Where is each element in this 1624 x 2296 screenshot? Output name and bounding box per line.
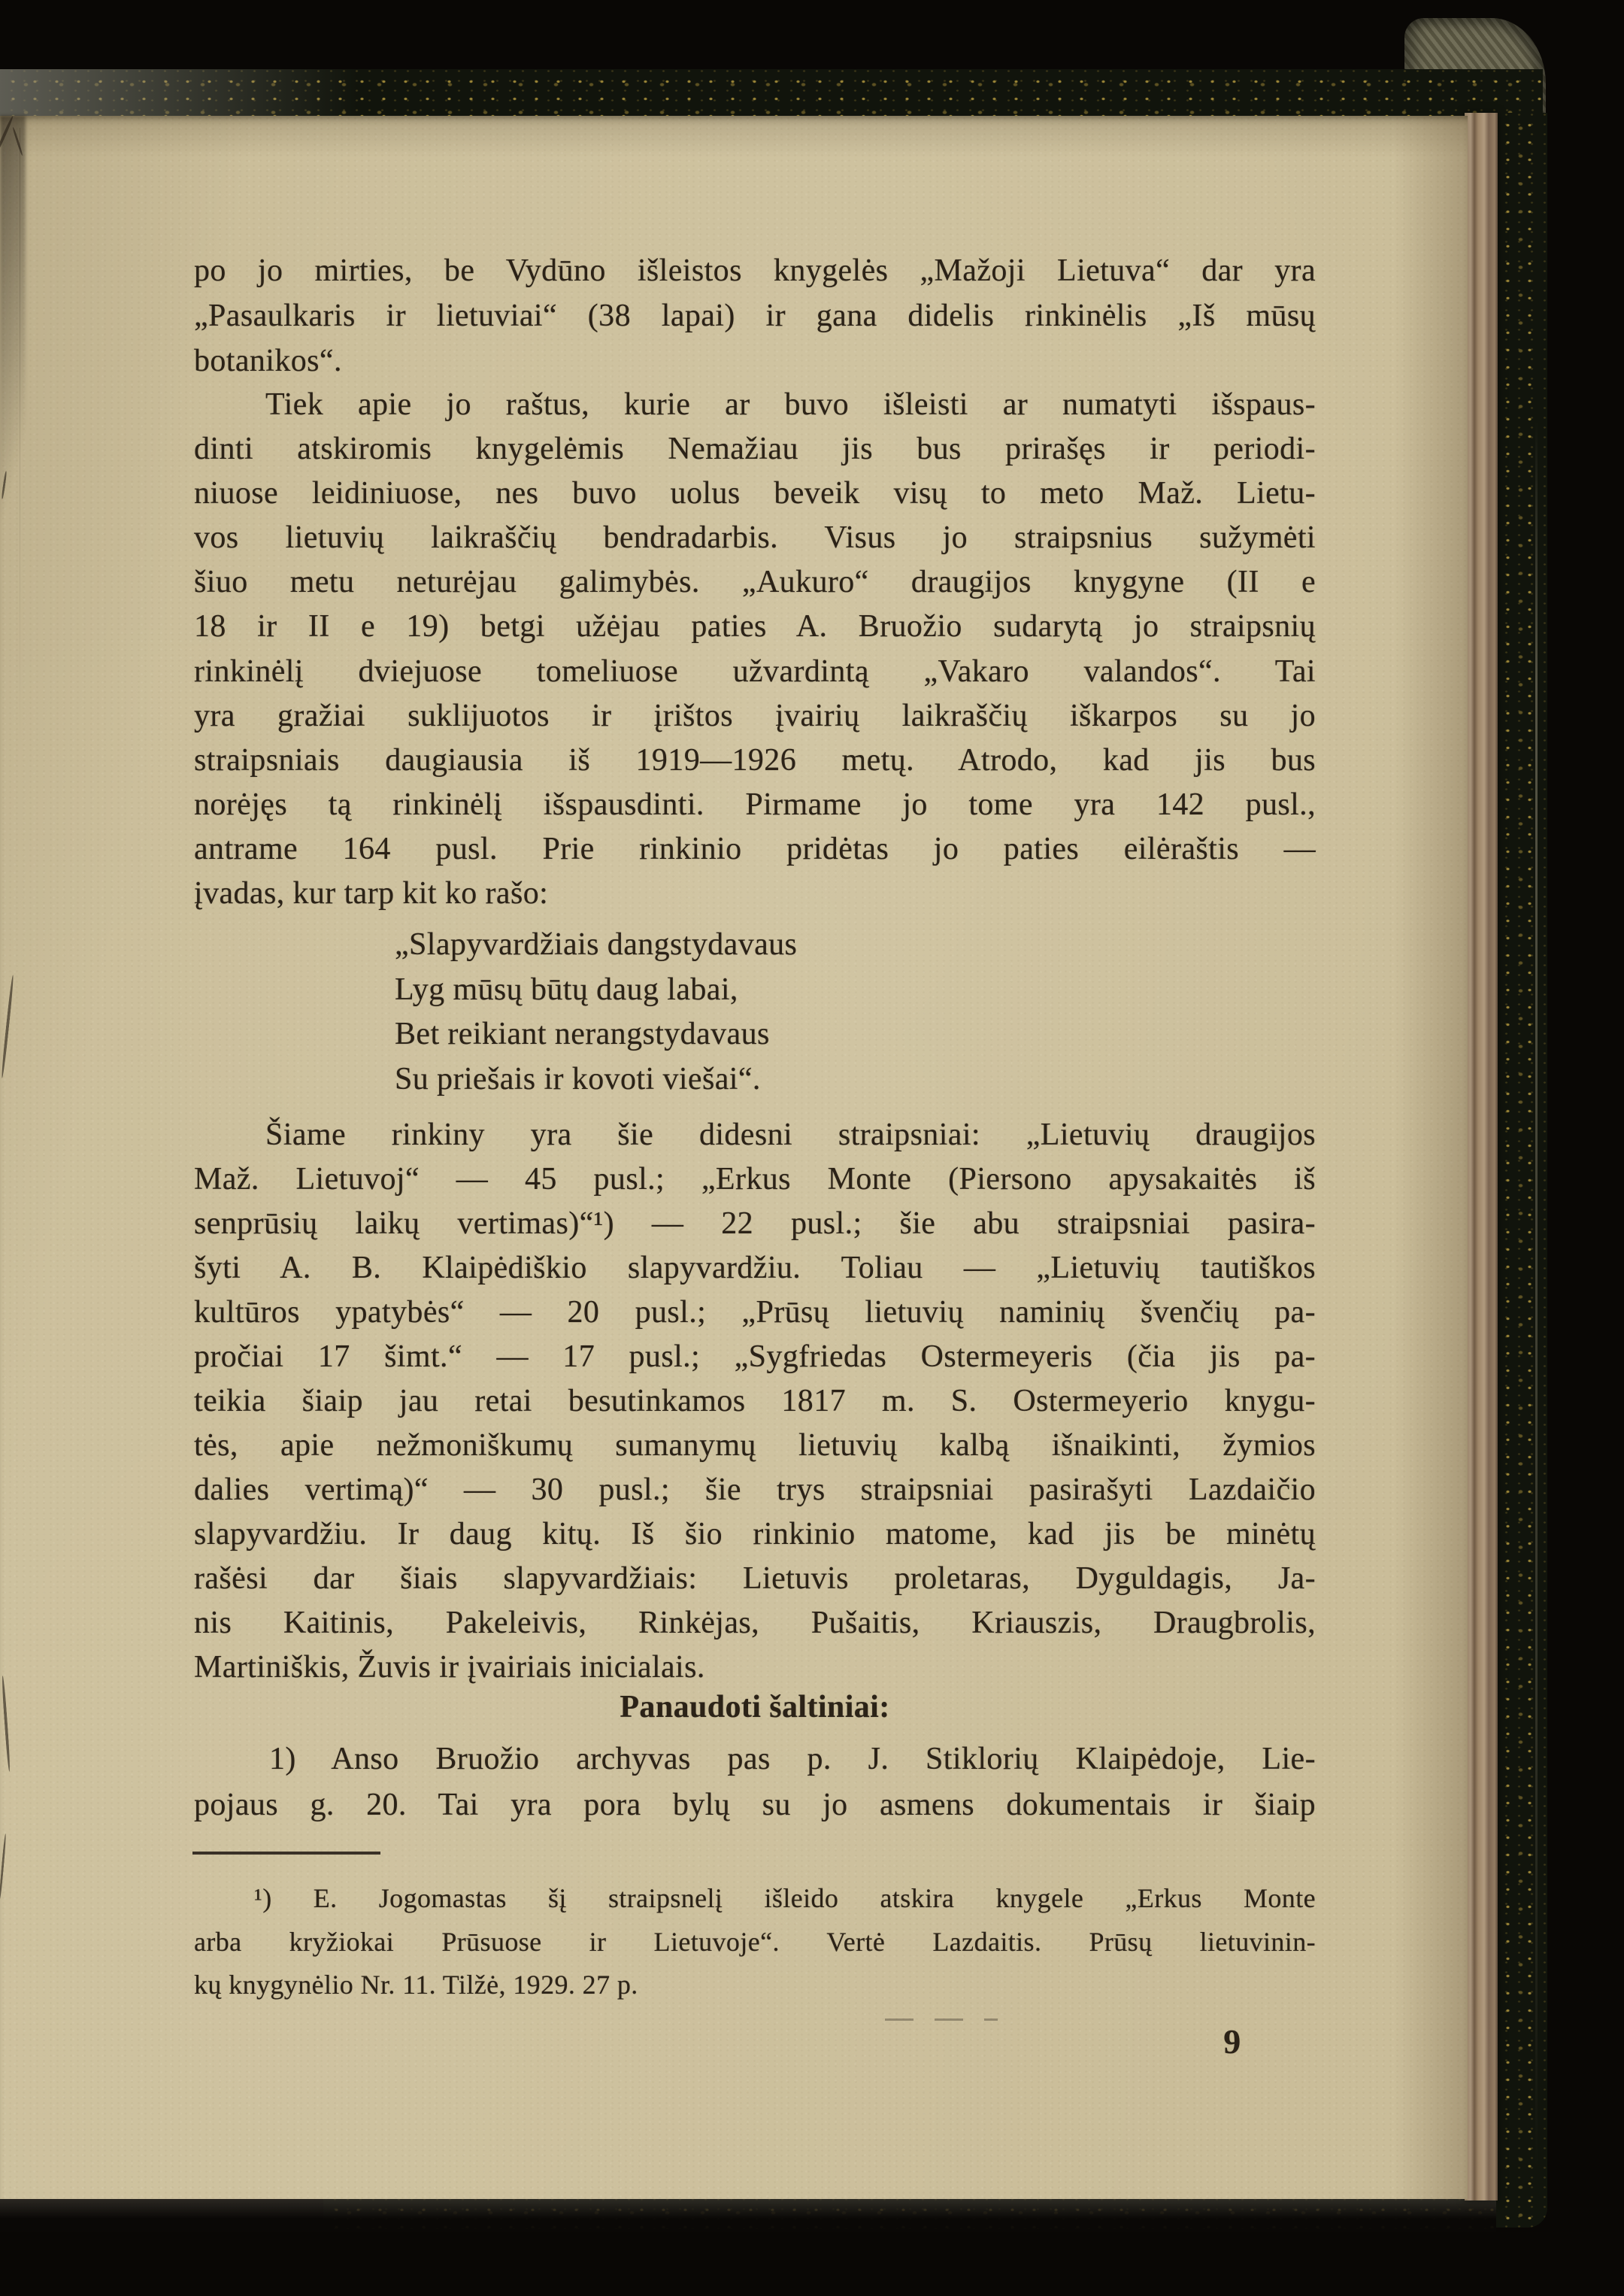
bottom-edge-shadow [0,2194,1496,2232]
book-cover-right-edge [1495,113,1547,2228]
text-line: šiuo metu neturėjau galimybės. „Aukuro“ draugijos knygyne (II e [194,565,1316,600]
text-line: nis Kaitinis, Pakeleivis, Rinkėjas, Pušaitis, Kriauszis, Draugbrolis, [194,1606,1316,1640]
text-line: tės, apie nežmoniškumų sumanymų lietuvių kalbą išnaikinti, žymios [194,1428,1316,1463]
text-line: botanikos“. [194,344,342,378]
text-line: yra gražiai suklijuotos ir įrištos įvairių laikraščių iškarpos su jo [194,698,1316,733]
footnote-line: kų knygynėlio Nr. 11. Tilžė, 1929. 27 p. [194,1970,638,2000]
text-line: teikia šiaip jau retai besutinkamos 1817 m. S. Ostermeyerio knygu- [194,1384,1316,1418]
text-line: po jo mirties, be Vydūno išleistos knygelės „Mažoji Lietuva“ dar yra [194,253,1316,288]
poem-line: „Slapyvardžiais dangstydavaus [395,927,798,962]
text-line: Tiek apie jo raštus, kurie ar buvo išleisti ar numatyti išspaus- [265,387,1316,422]
text-line: niuose leidiniuose, nes buvo uolus beveik visų to meto Maž. Lietu- [194,476,1316,511]
text-line: 18 ir II e 19) betgi užėjau paties A. Bruožio sudarytą jo straipsnių [194,609,1316,645]
poem-quote [395,923,797,1102]
sources-heading: Panaudoti šaltiniai: [620,1690,890,1724]
text-line: senprūsių laikų vertimas)“¹) — 22 pusl.; šie abu straipsniai pasira- [194,1206,1316,1241]
cover-scratch-mark [1535,421,1538,2173]
footnote-separator-rule [192,1852,380,1855]
footnote [194,1877,1316,2007]
footnote-line: ¹) E. Jogomastas šį straipsnelį išleido atskira knygele „Erkus Monte [254,1883,1316,1913]
text-line: Šiame rinkiny yra šie didesni straipsniai: „Lietuvių draugijos [265,1118,1316,1152]
footnote-line: arba kryžiokai Prūsuose ir Lietuvoje“. Vertė Lazdaitis. Prūsų lietuvinin- [194,1926,1316,1957]
text-line: rinkinėlį dviejuose tomeliuose užvardintą „Vakaro valandos“. Tai [194,654,1316,689]
text-line: Martiniškis, Žuvis ir įvairiais inicialais. [194,1650,705,1685]
text-line: įvadas, kur tarp kit ko rašo: [194,876,549,911]
poem-line: Su priešais ir kovoti viešai“. [395,1061,761,1096]
text-line: pojaus g. 20. Tai yra pora bylų su jo asmens dokumentais ir šiaip [194,1787,1316,1822]
text-line: antrame 164 pusl. Prie rinkinio pridėtas jo paties eilėraštis — [194,831,1316,866]
text-line: kultūros ypatybės“ — 20 pusl.; „Prūsų lietuvių naminių švenčių pa- [194,1295,1316,1330]
paragraph-about-writings [194,383,1316,916]
text-line: šyti A. B. Klaipėdiškio slapyvardžiu. Toliau — „Lietuvių tautiškos [194,1251,1316,1285]
page-number: 9 [1223,2022,1241,2061]
text-line: dinti atskiromis knygelėmis Nemažiau jis bus prirašęs ir periodi- [194,432,1316,467]
paragraph-articles-list [194,1113,1316,1690]
paragraph-intro [194,248,1316,384]
cover-shadow-smudge [0,69,421,117]
paragraph-source-1 [194,1736,1316,1827]
text-line: vos lietuvių laikraščių bendradarbis. Visus jo straipsnius sužymėti [194,520,1316,556]
text-line: Maž. Lietuvoj“ — 45 pusl.; „Erkus Monte (Piersono apysakaitės iš [194,1162,1316,1197]
text-line: pročiai 17 šimt.“ — 17 pusl.; „Sygfriedas Ostermeyeris (čia jis pa- [194,1339,1316,1374]
text-line: norėjęs tą rinkinėlį išspausdinti. Pirmame jo tome yra 142 pusl., [194,787,1316,822]
page-left-shadow [0,116,26,537]
text-line: dalies vertimą)“ — 30 pusl.; šie trys straipsniai pasirašyti Lazdaičio [194,1473,1316,1507]
page-fore-edge [1465,113,1498,2200]
text-line: „Pasaulkaris ir lietuviai“ (38 lapai) ir gana didelis rinkinėlis „Iš mūsų [194,299,1316,333]
pencil-mark [885,2018,998,2021]
text-line: straipsniais daugiausia iš 1919—1926 metų. Atrodo, kad jis bus [194,742,1316,778]
poem-line: Lyg mūsų būtų daug labai, [395,972,738,1007]
text-line: 1) Anso Bruožio archyvas pas p. J. Stiklorių Klaipėdoje, Lie- [269,1742,1316,1776]
poem-line: Bet reikiant nerangstydavaus [395,1017,770,1051]
text-line: slapyvardžiu. Ir daug kitų. Iš šio rinkinio matome, kad jis be minėtų [194,1517,1316,1551]
text-line: rašėsi dar šiais slapyvardžiais: Lietuvis proletaras, Dyguldagis, Ja- [194,1561,1316,1596]
